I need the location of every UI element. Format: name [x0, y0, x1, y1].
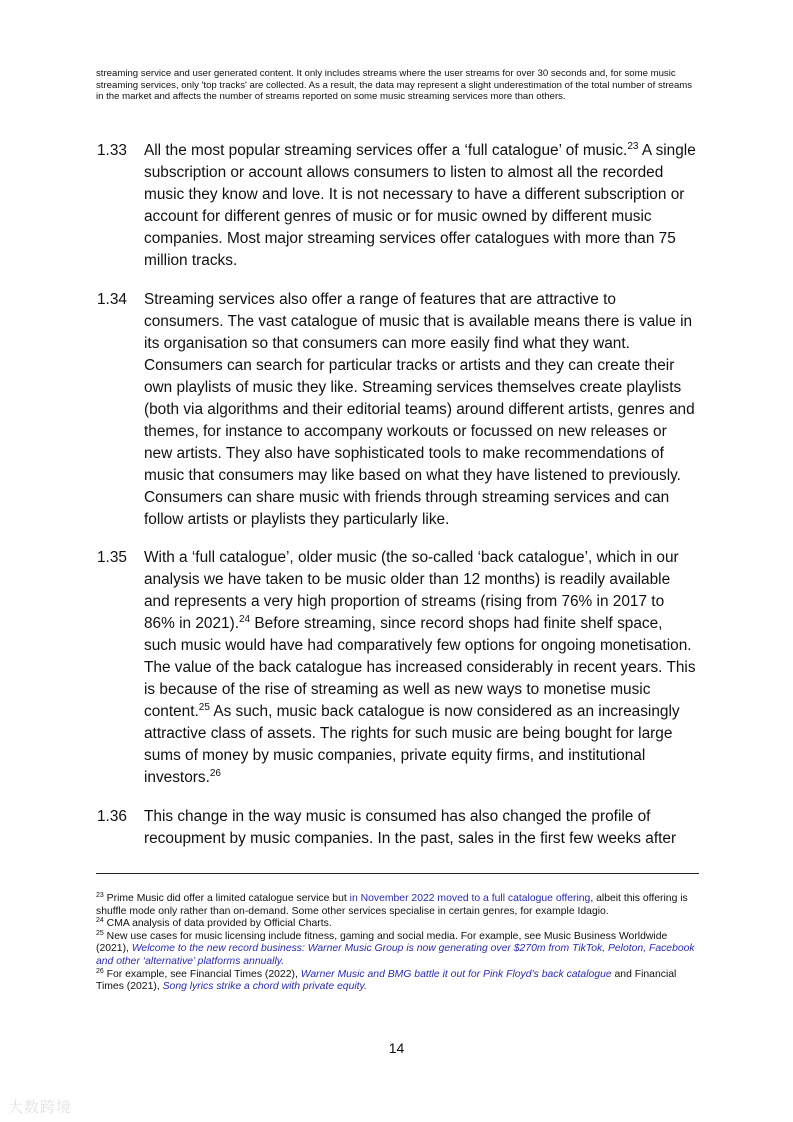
paragraph-number: 1.33 — [97, 142, 127, 159]
footnotes — [96, 893, 702, 994]
paragraph-1-33 — [97, 140, 697, 272]
footnote-text: New use cases for music licensing include fitness, gaming and social media. For example, see Music Business Worldwide (2021), — [96, 930, 668, 955]
paragraph-text: This change in the way music is consumed has also changed the profile of recoupment by music companies. In the past, sales in the first few weeks after — [144, 808, 677, 847]
footnote-23 — [96, 893, 702, 918]
paragraph-text: With a ‘full catalogue’, older music (the so-called ‘back catalogue’, which in our analysis we have taken to be music older than 12 months) is readily available and represents a very high proportion of streams (rising from 76% in 2017 to 86% in 2021). — [144, 549, 679, 632]
footnote-text: , albeit this offering is shuffle mode only rather than on-demand. Some other services specialise in certain genres, for example Idagio. — [96, 893, 688, 917]
footnote-ref[interactable]: 26 — [209, 768, 221, 779]
footnote-link[interactable]: in November 2022 moved to a full catalogue offering — [349, 893, 591, 904]
footnote-ref[interactable]: 23 — [627, 141, 639, 152]
footnote-text: For example, see Financial Times (2022), — [103, 968, 301, 980]
paragraph-number: 1.35 — [97, 549, 127, 566]
paragraph-text: Streaming services also offer a range of features that are attractive to consumers. The vast catalogue of music that is available means there is value in its organisation so that consumers can more easily find what they want. Consumers can search for particular tracks or artists and they can create their own playlists of music they like. Streaming services themselves create playlists (both via algorithms and their editorial teams) around different artists, genres and themes, for instance to accompany workouts or focussed on new releases or new artists. They also have sophisticated tools to make recommendations of music that consumers may like based on what they have listened to previously. Consumers can share music with friends through streaming services and can follow artists or playlists they particularly like. — [144, 291, 695, 528]
footnote-25 — [96, 931, 702, 969]
page-number: 14 — [388, 1040, 405, 1056]
footnote-ref[interactable]: 24 — [238, 614, 251, 625]
footnote-24 — [96, 918, 702, 931]
footnote-text: and Financial Times (2021), — [96, 968, 677, 993]
paragraph-1-36 — [97, 806, 697, 850]
footnote-number: 24 — [96, 917, 104, 925]
footnote-ref[interactable]: 25 — [198, 702, 210, 713]
paragraph-number: 1.34 — [97, 291, 127, 308]
footnote-text: CMA analysis of data provided by Official Charts. — [103, 918, 332, 930]
paragraph-text: As such, music back catalogue is now considered as an increasingly attractive class of assets. The rights for such music are being bought for large sums of money by music companies, private equity firms, and institutional investors. — [144, 703, 680, 786]
footnote-link[interactable]: Welcome to the new record business: Warner Music Group is now generating over $270m from TikTok, Peloton, Facebook and other ‘alternative’ platforms annually. — [96, 943, 695, 967]
paragraph-text: Before streaming, since record shops had finite shelf space, such music would have had comparatively few options for ongoing monetisation. The value of the back catalogue has increased considerably in recent years. This is because of the rise of streaming as well as new ways to monetise music content. — [144, 615, 696, 720]
paragraph-text: All the most popular streaming services offer a ‘full catalogue’ of music. — [144, 142, 628, 159]
continued-footnote: streaming service and user generated content. It only includes streams where the user streams for over 30 seconds and, for some music streaming services, only 'top tracks' are collected. As a result, the data may represent a slight underestimation of the total number of streams in the market and affects the number of streams reported on some music streaming services more than others. — [96, 68, 693, 103]
footnote-number: 26 — [96, 967, 104, 975]
footnote-26 — [96, 969, 702, 994]
paragraph-1-35 — [97, 547, 697, 789]
paragraph-1-34 — [97, 289, 697, 531]
footnote-divider — [96, 873, 699, 874]
footnote-number: 25 — [96, 929, 104, 937]
watermark-logo: 大数跨境 — [8, 1099, 73, 1116]
paragraph-number: 1.36 — [97, 808, 127, 825]
footnote-link[interactable]: Warner Music and BMG battle it out for Pink Floyd’s back catalogue — [300, 968, 612, 980]
footnote-link[interactable]: Song lyrics strike a chord with private equity. — [162, 981, 367, 993]
footnote-text: Prime Music did offer a limited catalogue service but — [103, 893, 350, 904]
footnote-number: 23 — [96, 892, 104, 899]
paragraph-text: A single subscription or account allows consumers to listen to almost all the recorded music they know and love. It is not necessary to have a different subscription or account for different genres of music or for music owned by different music companies. Most major streaming services offer catalogues with more than 75 million tracks. — [144, 142, 696, 269]
